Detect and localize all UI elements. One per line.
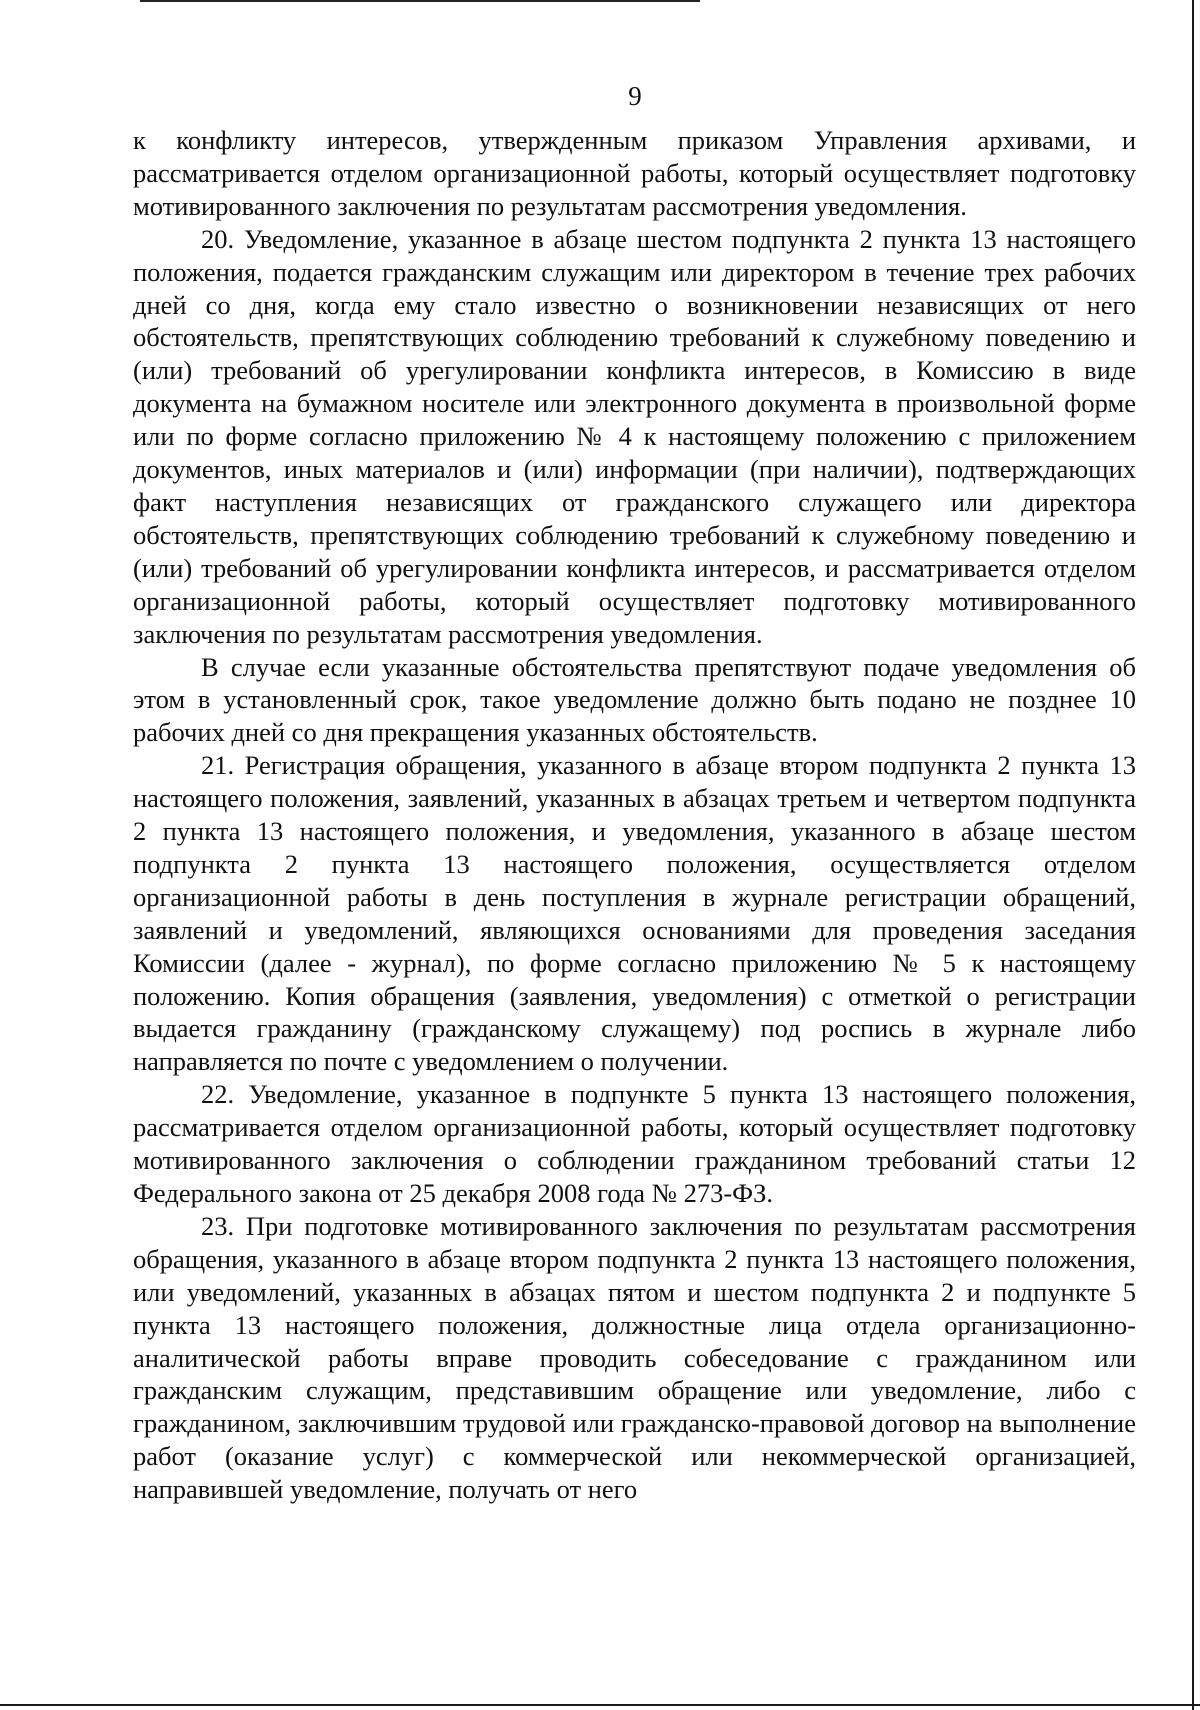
- paragraph-item-20-note: В случае если указанные обстоятельства препятствуют подаче уведомления об этом в установленный срок, такое уведомление должно быть подано не позднее 10 рабочих дней со дня прекращения указанных обстоятельств.: [133, 651, 1136, 748]
- page-number: 9: [628, 81, 642, 111]
- scan-top-rule: [140, 0, 700, 2]
- document-body: [133, 124, 1136, 1506]
- paragraph-item-22: 22. Уведомление, указанное в подпункте 5 пункта 13 настоящего положения, рассматривается отделом организационной работы, который осуществляет подготовку мотивированного заключения о соблюдении гражданином требований статьи 12 Федерального закона от 25 декабря 2008 года № 273-ФЗ.: [133, 1079, 1136, 1208]
- paragraph-continuation: к конфликту интересов, утвержденным приказом Управления архивами, и рассматривается отделом организационной работы, который осуществляет подготовку мотивированного заключения по результатам рассмотрения уведомления.: [133, 125, 1136, 221]
- scan-bottom-edge: [0, 1704, 1200, 1706]
- paragraph-item-20: 20. Уведомление, указанное в абзаце шестом подпункта 2 пункта 13 настоящего положения, подается гражданским служащим или директором в течение трех рабочих дней со дня, когда ему стало известно о возникновении независящих от него обстоятельств, препятствующих соблюдению требований к служебному поведению и (или) требований об урегулировании конфликта интересов, в Комиссию в виде документа на бумажном носителе или электронного документа в произвольной форме или по форме согласно приложению № 4 к настоящему положению с приложением документов, иных материалов и (или) информации (при наличии), подтверждающих факт наступления независящих от гражданского служащего или директора обстоятельств, препятствующих соблюдению требований к служебному поведению и (или) требований об урегулировании конфликта интересов, и рассматривается отделом организационной работы, который осуществляет подготовку мотивированного заключения по результатам рассмотрения уведомления.: [133, 223, 1136, 649]
- paragraph-item-23: 23. При подготовке мотивированного заключения по результатам рассмотрения обращения, указанного в абзаце втором подпункта 2 пункта 13 настоящего положения, или уведомлений, указанных в абзацах пятом и шестом подпункта 2 и подпункте 5 пункта 13 настоящего положения, должностные лица отдела организационно-аналитической работы вправе проводить собеседование с гражданином или гражданским служащим, представившим обращение или уведомление, либо с гражданином, заключившим трудовой или гражданско-правовой договор на выполнение работ (оказание услуг) с коммерческой или некоммерческой организацией, направившей уведомление, получать от него: [133, 1210, 1136, 1505]
- scan-right-edge: [1192, 0, 1194, 1710]
- paragraph-item-21: 21. Регистрация обращения, указанного в абзаце втором подпункта 2 пункта 13 настоящего положения, заявлений, указанных в абзацах третьем и четвертом подпункта 2 пункта 13 настоящего положения, и уведомления, указанного в абзаце шестом подпункта 2 пункта 13 настоящего положения, осуществляется отделом организационной работы в день поступления в журнале регистрации обращений, заявлений и уведомлений, являющихся основаниями для проведения заседания Комиссии (далее - журнал), по форме согласно приложению № 5 к настоящему положению. Копия обращения (заявления, уведомления) с отметкой о регистрации выдается гражданину (гражданскому служащему) под роспись в журнале либо направляется по почте с уведомлением о получении.: [133, 750, 1136, 1077]
